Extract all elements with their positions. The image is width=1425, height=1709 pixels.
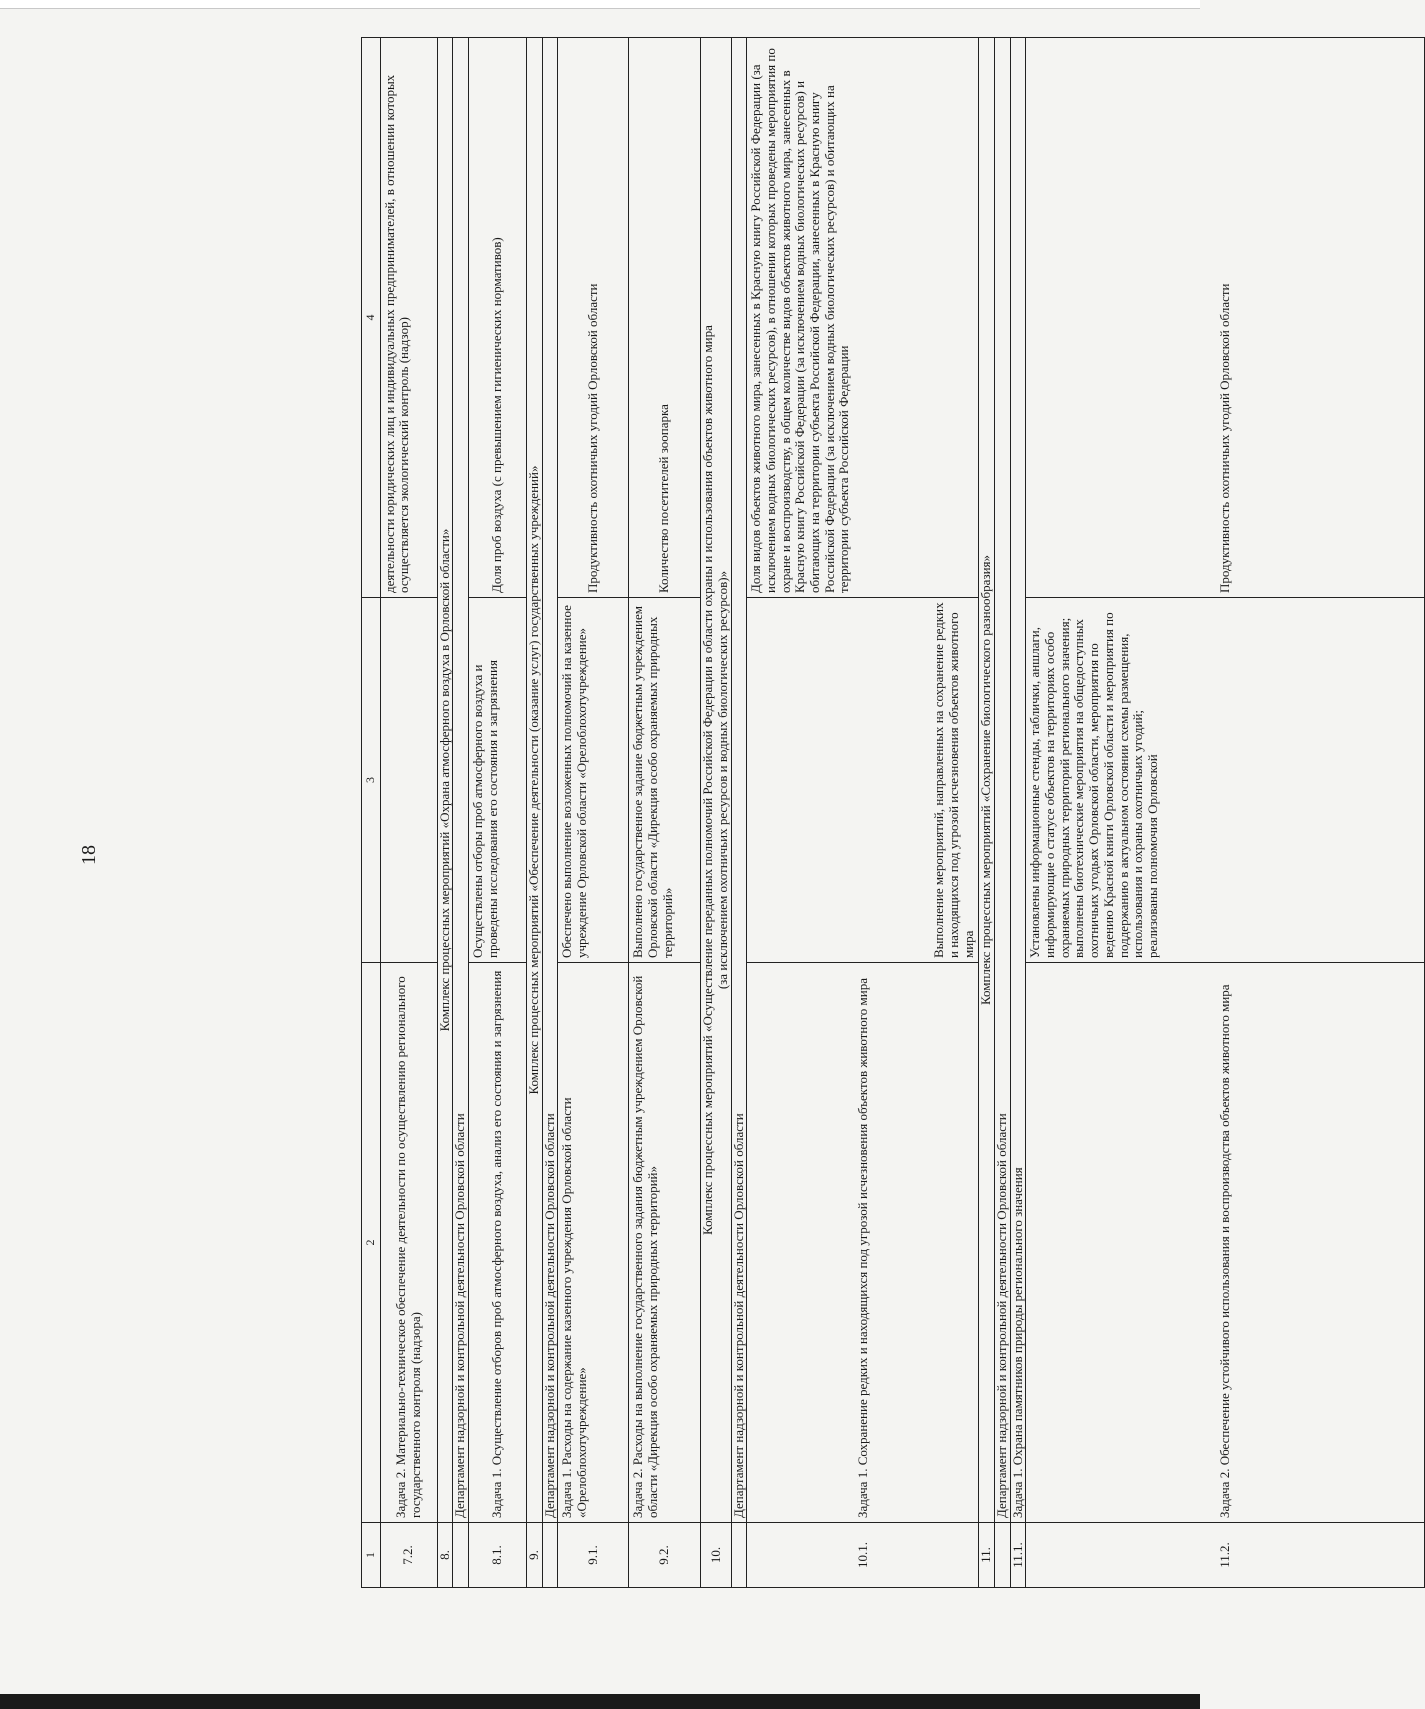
department-title: Департамент надзорной и контрольной деятельности Орловской области [542, 38, 558, 1523]
result-cell: Установлены информационные стенды, таблички, аншлаги, информирующие о статусе объектов на территориях особо охраняемых природных территорий регионального значения; выполнены биотехнические мероприятия на общедоступных охотничьих угодьях Орловской области, мероприятия по ведению Красной книги Орловской области и мероприятия по поддержанию в актуальном состоянии схемы размещения, использования и охраны охотничьих угодий; реализованы полномочия Орловской [1026, 598, 1425, 963]
page-number: 18 [78, 845, 100, 865]
row-number: 9. [526, 1523, 542, 1588]
complex-title: Комплекс процессных мероприятий «Обеспечение деятельности (оказание услуг) государственных учреждений» [526, 38, 542, 1523]
task-row [1010, 38, 1026, 1588]
table-row [629, 38, 701, 1588]
complex-title-line-2: (за исключением охотничьих ресурсов и водных биологических ресурсов)» [714, 570, 730, 990]
complex-row [437, 38, 453, 1588]
row-number: 11. [979, 1523, 995, 1588]
result-cell: Осуществлены отборы проб атмосферного воздуха и проведены исследования его состояния и загрязнения [468, 598, 526, 963]
indicator-cell: Доля проб воздуха (с превышением гигиенических нормативов) [468, 38, 526, 598]
scan-bottom-edge [0, 1694, 1200, 1709]
complex-row [979, 38, 995, 1588]
complex-title: Комплекс процессных мероприятий «Сохранение биологического разнообразия» [979, 38, 995, 1523]
indicator-cell: Доля видов объектов животного мира, занесенных в Красную книгу Российской Федерации (за исключением водных биологических ресурсов), в отношении которых проведены мероприятия по охране и воспроизводству, в общем количестве видов объектов животного мира, занесенных в Красную книгу Российской Федерации (за исключением водных биологических ресурсов) и обитающих на территории субъекта Российской Федерации, занесенных в Красную книгу Российской Федерации (за исключением водных биологических ресурсов) и обитающих на территории субъекта Российской Федерации [747, 38, 979, 598]
complex-title [701, 38, 731, 1523]
result-cell: Выполнено государственное задание бюджетным учреждением Орловской области «Дирекция особо охраняемых природных территорий» [629, 598, 701, 963]
result-cell [380, 598, 437, 963]
header-col-4: 4 [362, 38, 381, 598]
indicator-cell: деятельности юридических лиц и индивидуальных предпринимателей, в отношении которых осуществляется экологический контроль (надзор) [380, 38, 437, 598]
department-row [731, 38, 747, 1588]
row-number: 11.1. [1010, 1523, 1026, 1588]
department-row [542, 38, 558, 1588]
row-number [453, 1523, 469, 1588]
header-col-2: 2 [362, 963, 381, 1523]
row-number: 11.2. [1026, 1523, 1425, 1588]
program-table [361, 37, 1425, 1588]
table-row [380, 38, 437, 1588]
task-cell: Задача 1. Сохранение редких и находящихся под угрозой исчезновения объектов животного мира [747, 963, 979, 1523]
header-col-3: 3 [362, 598, 381, 963]
complex-title-line-1: Комплекс процессных мероприятий «Осуществление переданных полномочий Российской Федерации в области охраны и использования объектов животного мира [700, 325, 716, 1235]
row-number [995, 1523, 1011, 1588]
row-number: 8.1. [468, 1523, 526, 1588]
row-number: 9.1. [558, 1523, 629, 1588]
task-cell: Задача 2. Расходы на выполнение государственного задания бюджетным учреждением Орловской области «Дирекция особо охраняемых природных территорий» [629, 963, 701, 1523]
row-number: 7.2. [380, 1523, 437, 1588]
department-row [995, 38, 1011, 1588]
table-row [468, 38, 526, 1588]
header-col-1: 1 [362, 1523, 381, 1588]
table-row [747, 38, 979, 1588]
complex-row [526, 38, 542, 1588]
task-title: Задача 1. Охрана памятников природы регионального значения [1010, 38, 1026, 1523]
row-number: 10. [701, 1523, 731, 1588]
complex-title: Комплекс процессных мероприятий «Охрана атмосферного воздуха в Орловской области» [437, 38, 453, 1523]
row-number: 10.1. [747, 1523, 979, 1588]
task-cell: Задача 1. Осуществление отборов проб атмосферного воздуха, анализ его состояния и загрязнения [468, 963, 526, 1523]
table-row [558, 38, 629, 1588]
indicator-cell: Продуктивность охотничьих угодий Орловской области [558, 38, 629, 598]
task-cell: Задача 2. Материально-техническое обеспечение деятельности по осуществлению регионального государственного контроля (надзора) [380, 963, 437, 1523]
row-number: 9.2. [629, 1523, 701, 1588]
row-number [731, 1523, 747, 1588]
indicator-cell: Количество посетителей зоопарка [629, 38, 701, 598]
header-row [362, 38, 381, 1588]
department-title: Департамент надзорной и контрольной деятельности Орловской области [995, 38, 1011, 1523]
scan-top-edge [0, 0, 1200, 9]
complex-row [701, 38, 731, 1588]
result-cell: Выполнение мероприятий, направленных на сохранение редких и находящихся под угрозой исчезновения объектов животного мира [747, 598, 979, 963]
department-row [453, 38, 469, 1588]
indicator-cell: Продуктивность охотничьих угодий Орловской области [1026, 38, 1425, 598]
result-cell: Обеспечено выполнение возложенных полномочий на казенное учреждение Орловской области «Орелоблохотучреждение» [558, 598, 629, 963]
department-title: Департамент надзорной и контрольной деятельности Орловской области [453, 38, 469, 1523]
row-number: 8. [437, 1523, 453, 1588]
task-cell: Задача 1. Расходы на содержание казенного учреждения Орловской области «Орелоблохотучреждение» [558, 963, 629, 1523]
rotated-table-frame [361, 38, 1425, 1588]
row-number [542, 1523, 558, 1588]
table-row [1026, 38, 1425, 1588]
task-cell: Задача 2. Обеспечение устойчивого использования и воспроизводства объектов животного мира [1026, 963, 1425, 1523]
department-title: Департамент надзорной и контрольной деятельности Орловской области [731, 38, 747, 1523]
